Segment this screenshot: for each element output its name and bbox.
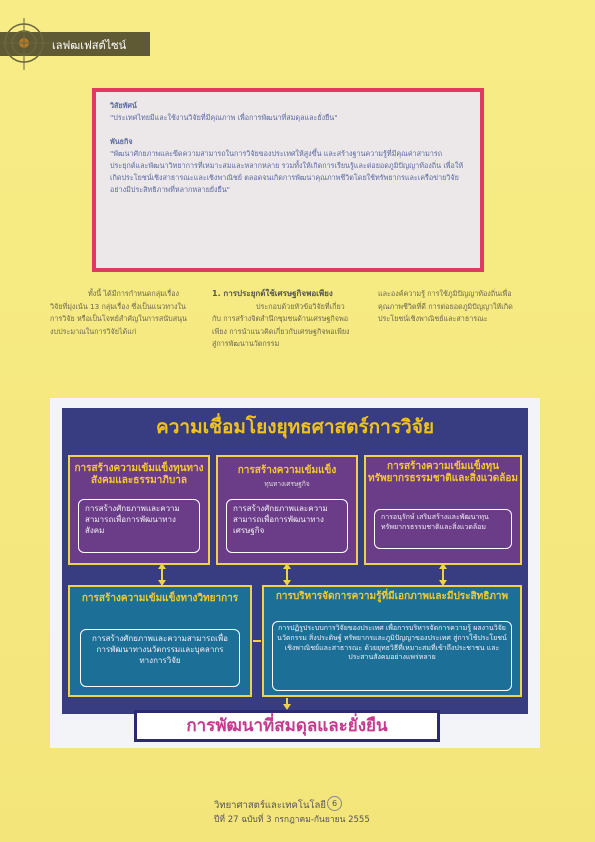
mission-text: "พัฒนาศักยภาพและขีดความสามารถในการวิจัยของประเทศให้สูงขึ้น และสร้างฐานความรู้ที่มีคุณค่าสามารถประยุกต์และพัฒนาวิทยาการที่เหมาะสมและหลากหลาย รวมทั้งให้เกิดการเรียนรู้และต่อยอดภูมิปัญญาท้องถิ่น เพื่อให้เกิดประโยชน์เชิงสาธารณะและเชิงพาณิชย์ ตลอดจนเกิดการพัฒนาคุณภาพชีวิตโดยใช้ทรัพยากรและเครือข่ายวิจัยอย่างมีประสิทธิภาพที่หลากหลายยั่งยืน" — [110, 149, 464, 194]
panel-social-capital-title: การสร้างความเข้มแข็งทุนทางสังคมและธรรมาภิบาล — [74, 463, 204, 486]
vision-mission-box — [92, 88, 484, 272]
section-title: เลฟฒเฟสต์ไซน์ — [52, 39, 127, 52]
panel-natural-resources — [364, 455, 522, 565]
arrow-up-icon — [283, 563, 291, 569]
panel-academic-strength-title: การสร้างความเข้มแข็งทางวิทยาการ — [81, 593, 239, 604]
strategy-1-text: ประกอบด้วยหัวข้อวิจัยที่เกี่ยวกับ การสร้างจิตสำนึกชุมชนด้านเศรษฐกิจพอเพียง การนำแนวคิดเกี่ยวกับเศรษฐกิจพอเพียงสู่การพัฒนานวัตกรรม — [212, 301, 350, 348]
panel-knowledge-management-title: การบริหารจัดการความรู้ที่มีเอกภาพและมีประสิทธิภาพ — [275, 591, 509, 602]
panel-knowledge-management-inner: การปฏิรูประบบการวิจัยของประเทศ เพื่อการบริหารจัดการความรู้ ผลงานวิจัย นวัตกรรม สิ่งประดิษฐ์ ทรัพยากรและภูมิปัญญาของประเทศ สู่การใช้ประโยชน์เชิงพาณิชย์และสาธารณะ ด้วยยุทธวิธีที่เหมาะสมที่เข้าถึงประชาชน และประสานสังคมอย่างแพร่หลาย — [272, 621, 512, 691]
vision-text: "ประเทศไทยมีและใช้งานวิจัยที่มีคุณภาพ เพื่อการพัฒนาที่สมดุลและยั่งยืน" — [110, 113, 338, 122]
panel-knowledge-management — [262, 585, 522, 697]
panel-social-capital — [68, 455, 210, 565]
panel-natural-resources-inner: การอนุรักษ์ เสริมสร้างและพัฒนาทุนทรัพยากรธรรมชาติและสิ่งแวดล้อม — [374, 509, 512, 549]
strategy-1-heading: 1. การประยุกต์ใช้เศรษฐกิจพอเพียง — [212, 289, 333, 298]
arrow-up-icon — [158, 563, 166, 569]
journal-name: วิทยาศาสตร์และเทคโนโลยี — [214, 800, 326, 811]
final-goal-box: การพัฒนาที่สมดุลและยั่งยืน — [134, 710, 440, 742]
page-number: 6 — [327, 796, 342, 811]
arrow-up-icon — [439, 563, 447, 569]
panel-economic-capital — [216, 455, 358, 565]
panel-economic-capital-inner: การสร้างศักยภาพและความสามารถเพื่อการพัฒนาทางเศรษฐกิจ — [226, 499, 348, 553]
body-column-2 — [212, 288, 350, 351]
panel-social-capital-inner: การสร้างศักยภาพและความสามารถเพื่อการพัฒนาทางสังคม — [78, 499, 200, 553]
mission-heading: พันธกิจ — [110, 137, 133, 146]
panel-academic-strength — [68, 585, 252, 697]
panel-academic-strength-inner: การสร้างศักยภาพและความสามารถเพื่อการพัฒนาทางนวัตกรรมและบุคลากรทางการวิจัย — [80, 629, 240, 687]
diagram-title: ความเชื่อมโยงยุทธศาสตร์การวิจัย — [156, 416, 434, 438]
panel-natural-resources-title: การสร้างความเข้มแข็งทุนทรัพยากรธรรมชาติและสิ่งแวดล้อม — [368, 461, 518, 484]
panel-economic-capital-title: การสร้างความเข้มแข็ง — [237, 465, 337, 476]
body-column-3: และองค์ความรู้ การใช้ภูมิปัญญาท้องถิ่นเพื่อคุณภาพชีวิตที่ดี การต่อยอดภูมิปัญญาให้เกิดประโยชน์เชิงพาณิชย์และสาธารณะ — [378, 289, 513, 323]
vision-heading: วิสัยทัศน์ — [110, 101, 137, 110]
issue-info: ปีที่ 27 ฉบับที่ 3 กรกฎาคม-กันยายน 2555 — [214, 815, 370, 825]
body-column-1: ทั้งนี้ ได้มีการกำหนดกลุ่มเรื่องวิจัยที่มุ่งเน้น 13 กลุ่มเรื่อง ซึ่งเป็นแนวทางในการวิจัย หรือเป็นโจทย์สำคัญในการสนับสนุนงบประมาณในการวิจัยได้แก่ — [50, 289, 187, 336]
panel-economic-capital-subtitle: ทุนทางเศรษฐกิจ — [264, 480, 310, 488]
connector-line — [253, 640, 261, 642]
